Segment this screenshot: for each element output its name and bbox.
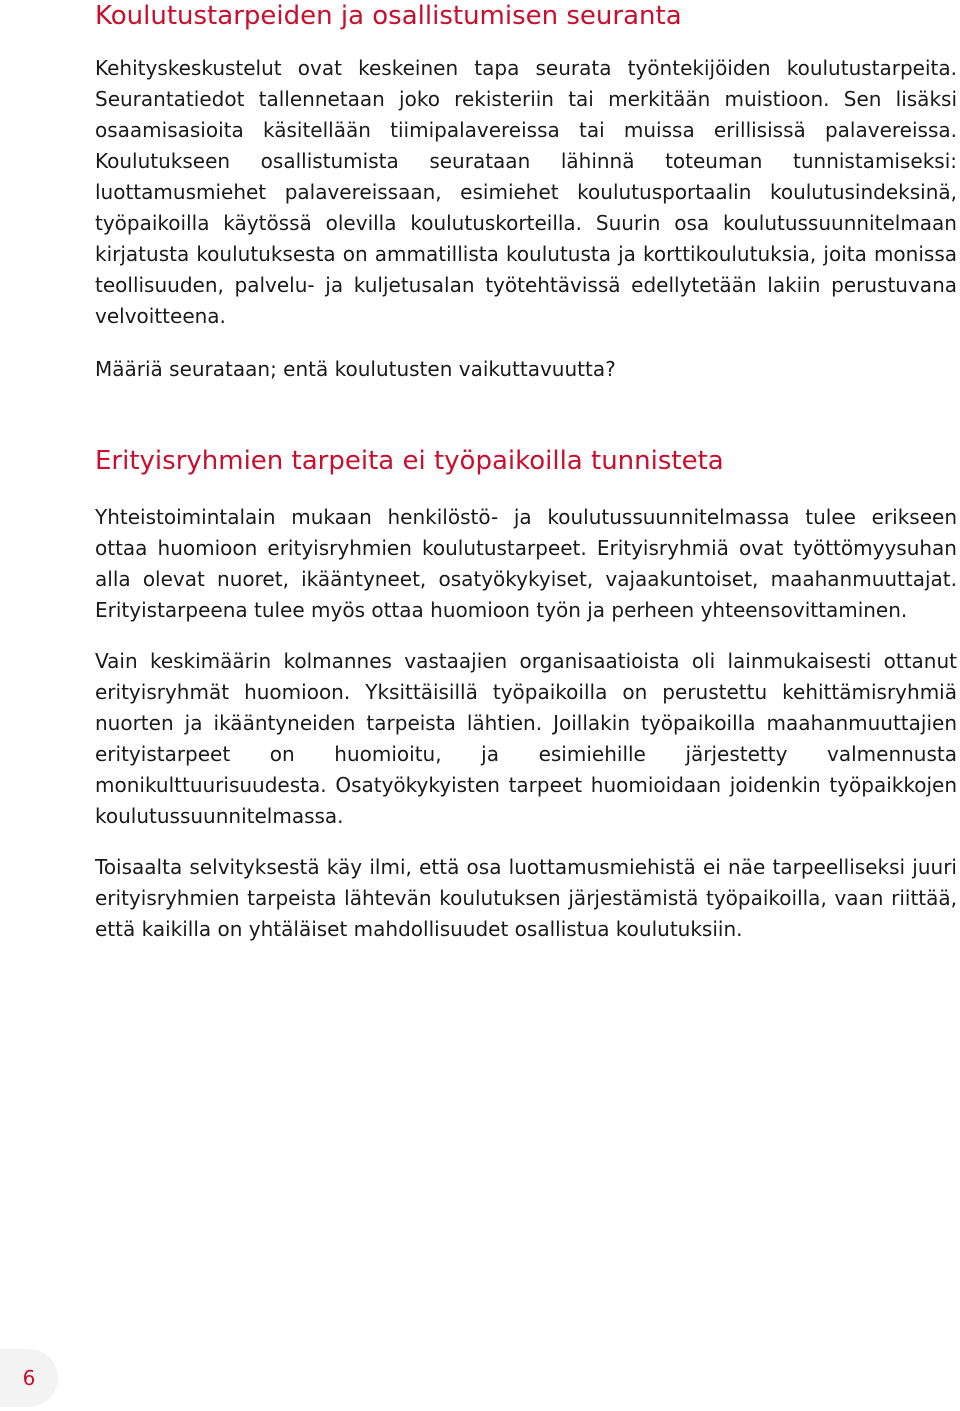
body-paragraph: Kehityskeskustelut ovat keskeinen tapa seurata työntekijöiden koulutustarpeita. Seurantatiedot tallennetaan joko rekisteriin tai merkitään muistioon. Sen lisäksi osaamisasioita käsitellään tiimipalavereissa tai muissa erillisissä palavereissa. Koulutukseen osallistumista seurataan lähinnä toteuman tunnistamiseksi: luottamusmiehet palavereissaan, esimiehet koulutusportaalin koulutusindeksinä, työpaikoilla käytössä olevilla koulutuskorteilla. Suurin osa koulutussuunnitelmaan kirjatusta koulutuksesta on ammatillista koulutusta ja korttikoulutuksia, joita monissa teollisuuden, palvelu- ja kuljetusalan työtehtävissä edellytetään lakiin perustuvana velvoitteena. — [95, 56, 957, 328]
page-number: 6 — [22, 1366, 36, 1390]
body-paragraph: Yhteistoimintalain mukaan henkilöstö- ja koulutussuunnitelmassa tulee erikseen ottaa huomioon erityisryhmien koulutustarpeet. Erityisryhmiä ovat työttömyysuhan alla olevat nuoret, ikääntyneet, osatyökykyiset, vajaakuntoiset, maahanmuuttajat. Erityistarpeena tulee myös ottaa huomioon työn ja perheen yhteensovittaminen. — [95, 505, 957, 622]
body-paragraph: Vain keskimäärin kolmannes vastaajien organisaatioista oli lainmukaisesti ottanut erityisryhmät huomioon. Yksittäisillä työpaikoilla on perustettu kehittämisryhmiä nuorten ja ikääntyneiden tarpeista lähtien. Joillakin työpaikoilla maahanmuuttajien erityistarpeet on huomioitu, ja esimiehille järjestetty valmennusta monikulttuurisuudesta. Osatyökykyisten tarpeet huomioidaan joidenkin työpaikkojen koulutussuunnitelmassa. — [95, 649, 957, 828]
body-paragraph: Toisaalta selvityksestä käy ilmi, että osa luottamusmiehistä ei näe tarpeelliseksi juuri erityisryhmien tarpeista lähtevän koulutuksen järjestämistä työpaikoilla, vaan riittää, että kaikilla on yhtäläiset mahdollisuudet osallistua koulutuksiin. — [95, 855, 957, 941]
section-heading-special-groups: Erityisryhmien tarpeita ei työpaikoilla tunnisteta — [95, 446, 724, 476]
page-number-tab — [0, 1349, 58, 1407]
section-heading-training-monitoring: Koulutustarpeiden ja osallistumisen seuranta — [95, 1, 682, 31]
document-page — [95, 0, 957, 945]
body-paragraph: Määriä seurataan; entä koulutusten vaikuttavuutta? — [95, 357, 616, 381]
